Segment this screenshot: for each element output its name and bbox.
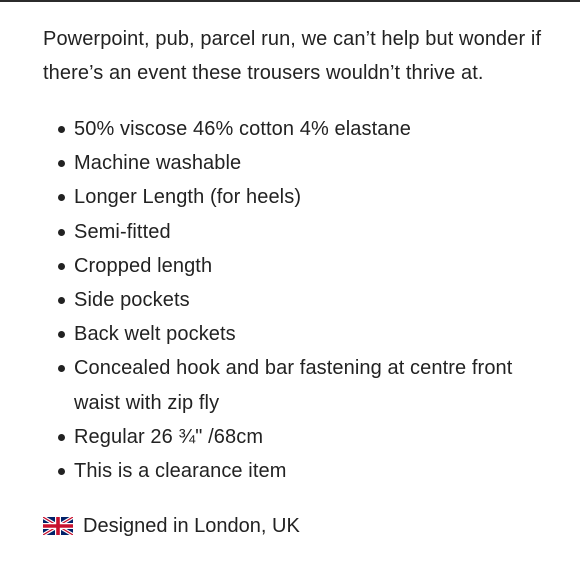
product-description xyxy=(43,22,563,540)
bullet-icon xyxy=(58,126,65,133)
feature-item xyxy=(43,112,563,146)
bullet-icon xyxy=(58,434,65,441)
feature-item xyxy=(43,215,563,249)
feature-text: Machine washable xyxy=(74,152,242,175)
feature-text: Regular 26 ¾" /68cm xyxy=(74,425,264,448)
feature-text: 50% viscose 46% cotton 4% elastane xyxy=(74,118,411,140)
feature-item xyxy=(43,249,563,283)
bullet-icon xyxy=(58,263,65,270)
designed-in-row xyxy=(43,512,563,540)
designed-in-label: Designed in London, UK xyxy=(83,515,300,538)
bullet-icon xyxy=(58,160,65,167)
bullet-icon xyxy=(58,194,65,201)
bullet-icon xyxy=(58,468,65,475)
bullet-icon xyxy=(58,229,65,236)
feature-item xyxy=(43,317,563,351)
feature-text: Back welt pockets xyxy=(74,323,236,346)
description-intro: Powerpoint, pub, parcel run, we can’t help but wonder if there’s an event these trousers wouldn’t thrive at. xyxy=(43,28,542,84)
feature-text: Longer Length (for heels) xyxy=(74,186,302,209)
feature-item xyxy=(43,180,563,214)
bullet-icon xyxy=(58,331,65,338)
feature-item xyxy=(43,283,563,317)
uk-flag-icon xyxy=(43,517,73,535)
feature-item xyxy=(43,454,563,488)
feature-text: This is a clearance item xyxy=(74,460,287,483)
bullet-icon xyxy=(58,365,65,372)
feature-text: Cropped length xyxy=(74,254,213,277)
feature-item xyxy=(43,146,563,180)
top-divider xyxy=(0,0,580,2)
feature-item xyxy=(43,420,563,454)
feature-text: Side pockets xyxy=(74,289,190,312)
feature-text: Semi-fitted xyxy=(74,220,171,243)
feature-item xyxy=(43,351,563,419)
feature-text: Concealed hook and bar fastening at centre front waist with zip fly xyxy=(74,357,513,414)
bullet-icon xyxy=(58,297,65,304)
feature-list xyxy=(43,112,563,488)
